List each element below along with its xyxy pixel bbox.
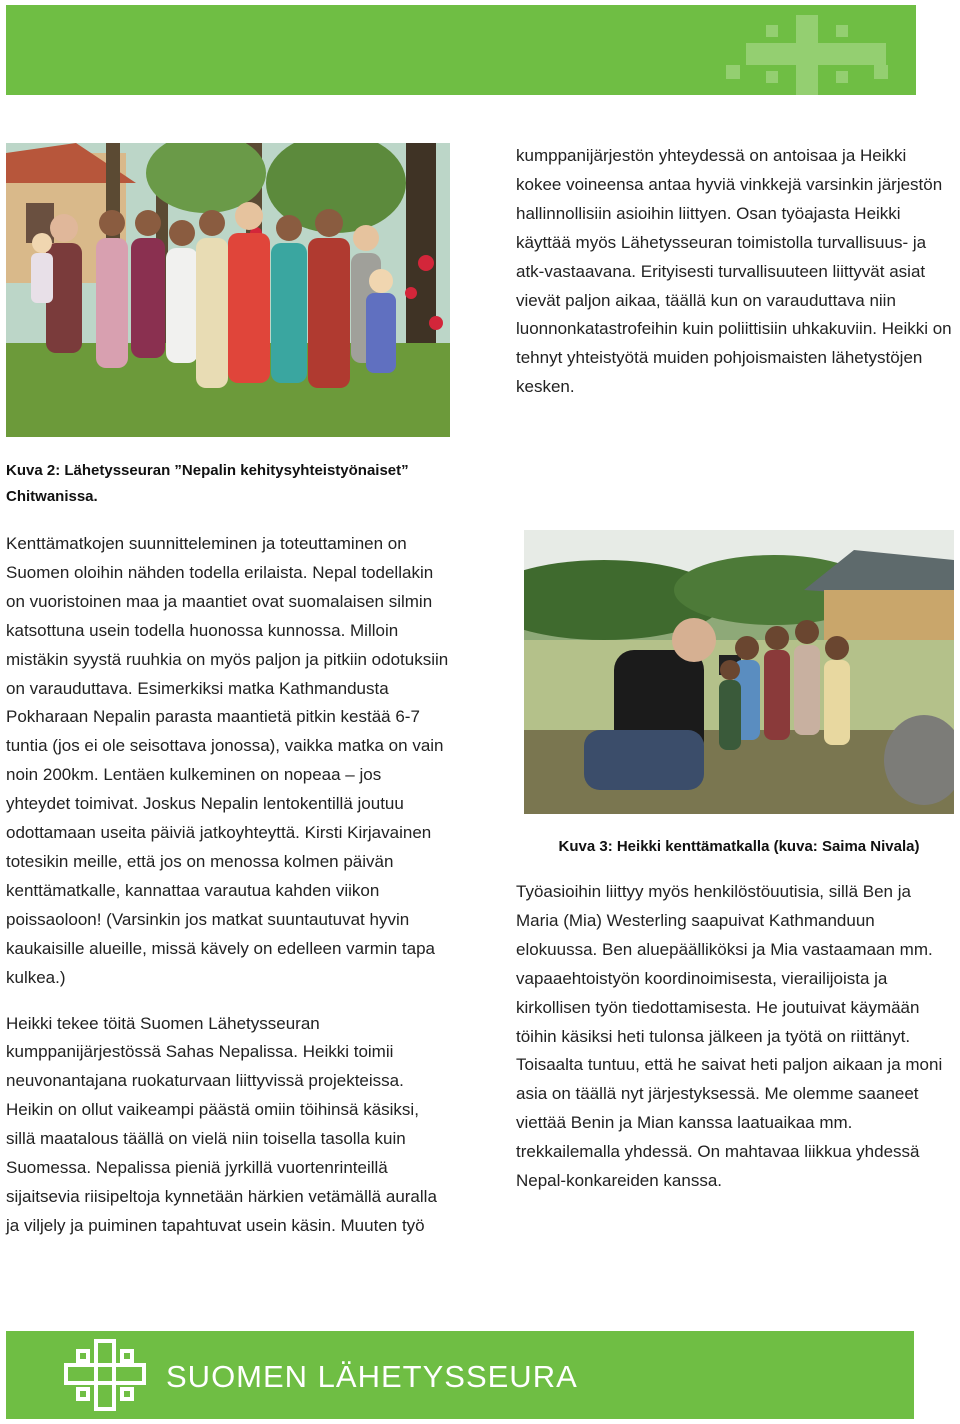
field-trip-photo [524, 530, 954, 814]
photo-caption: Kuva 2: Lähetysseuran ”Nepalin kehitysyhteistyönaiset” Chitwanissa. [6, 462, 409, 505]
left-column-text [6, 530, 450, 1241]
header-banner [6, 5, 916, 95]
photo-caption: Kuva 3: Heikki kenttämatkalla (kuva: Saima Nivala) [558, 838, 920, 855]
paragraph: Työasioihin liittyy myös henkilöstöuutisia, sillä Ben ja Maria (Mia) Westerling saapuivat Kathmanduun elokuussa. Ben aluepäälliköksi ja Mia vastaamaan mm. vapaaehtoistyön koordinoimisesta, vierailijoista ja kirkollisen työn tiedottamisesta. He joutuivat käymään töihin käsiksi heti tulonsa jälkeen ja työtä on riittänyt. Toisaalta tuntuu, että he saivat heti paljon aikaan ja moni asia on täällä nyt järjestyksessä. Me olemme saaneet viettää Benin ja Mian kanssa laatuaikaa mm. trekkailemalla yhdessä. On mahtavaa liikkua yhdessä Nepal-konkareiden kanssa. [516, 882, 943, 1191]
right-column-top-text [516, 142, 956, 402]
paragraph: Kenttämatkojen suunnitteleminen ja toteuttaminen on Suomen oloihin nähden todella erilaista. Nepal todellakin on vuoristoinen maa ja maantiet ovat suomalaisen silmin katsottuna usein todella huonossa kunnossa. Milloin mistäkin syystä ruuhkia on myös paljon ja pitkiin odotuksiin on varauduttava. Esimerkiksi matka Kathmandusta Pokharaan Nepalin parasta maantietä pitkin kestää 6-7 tuntia (jos ei ole seisottava jonossa), vaikka matka on vain noin 200km. Lentäen kulkeminen on nopeaa – jos yhteydet toimivat. Joskus Nepalin lentokentillä joutuu odottamaan useita päiviä jatkoyhteyttä. Kirsti Kirjavainen totesikin meille, että jos on menossa kolmen päivän kenttämatkalle, kannattaa varautua kahden viikon poissaoloon! (Varsinkin jos matkat suuntautuvat hyvin kaukaisille alueille, missä kävely on edelleen varmin tapa kulkea.) [6, 534, 449, 987]
group-photo [6, 143, 450, 437]
right-column-bottom-text [516, 878, 958, 1196]
brand-name: SUOMEN LÄHETYSSEURA [166, 1359, 578, 1394]
cross-pattern-icon [706, 15, 906, 95]
footer-banner [6, 1331, 914, 1419]
paragraph: Heikki tekee töitä Suomen Lähetysseuran kumppanijärjestössä Sahas Nepalissa. Heikki toimii neuvonantajana ruokaturvaan liittyvissä projekteissa. Heikin on ollut vaikeampi päästä omiin töihinsä käsiksi, sillä maatalous täällä on vielä niin toisella tasolla kuin Suomessa. Nepalissa pieniä jyrkillä vuortenrinteillä sijaitsevia riisipeltoja kynnetään härkien vetämällä auralla ja viljely ja puiminen tapahtuvat usein käsin. Muuten työ [6, 1013, 437, 1235]
paragraph: kumppanijärjestön yhteydessä on antoisaa ja Heikki kokee voineensa antaa hyviä vinkkejä varsinkin järjestön hallinnollisiin asioihin liittyen. Osan työajasta Heikki käyttää myös Lähetysseuran toimistolla turvallisuus- ja atk-vastaavana. Erityisesti turvallisuuteen liittyvät asiat vievät paljon aikaa, täällä kun on varauduttava niin luonnonkatastrofeihin kuin poliittisiin uhkakuviin. Heikki on tehnyt yhteistyötä muiden pohjoismaisten lähetystöjen kesken. [516, 146, 952, 397]
cross-logo-icon [62, 1339, 148, 1411]
